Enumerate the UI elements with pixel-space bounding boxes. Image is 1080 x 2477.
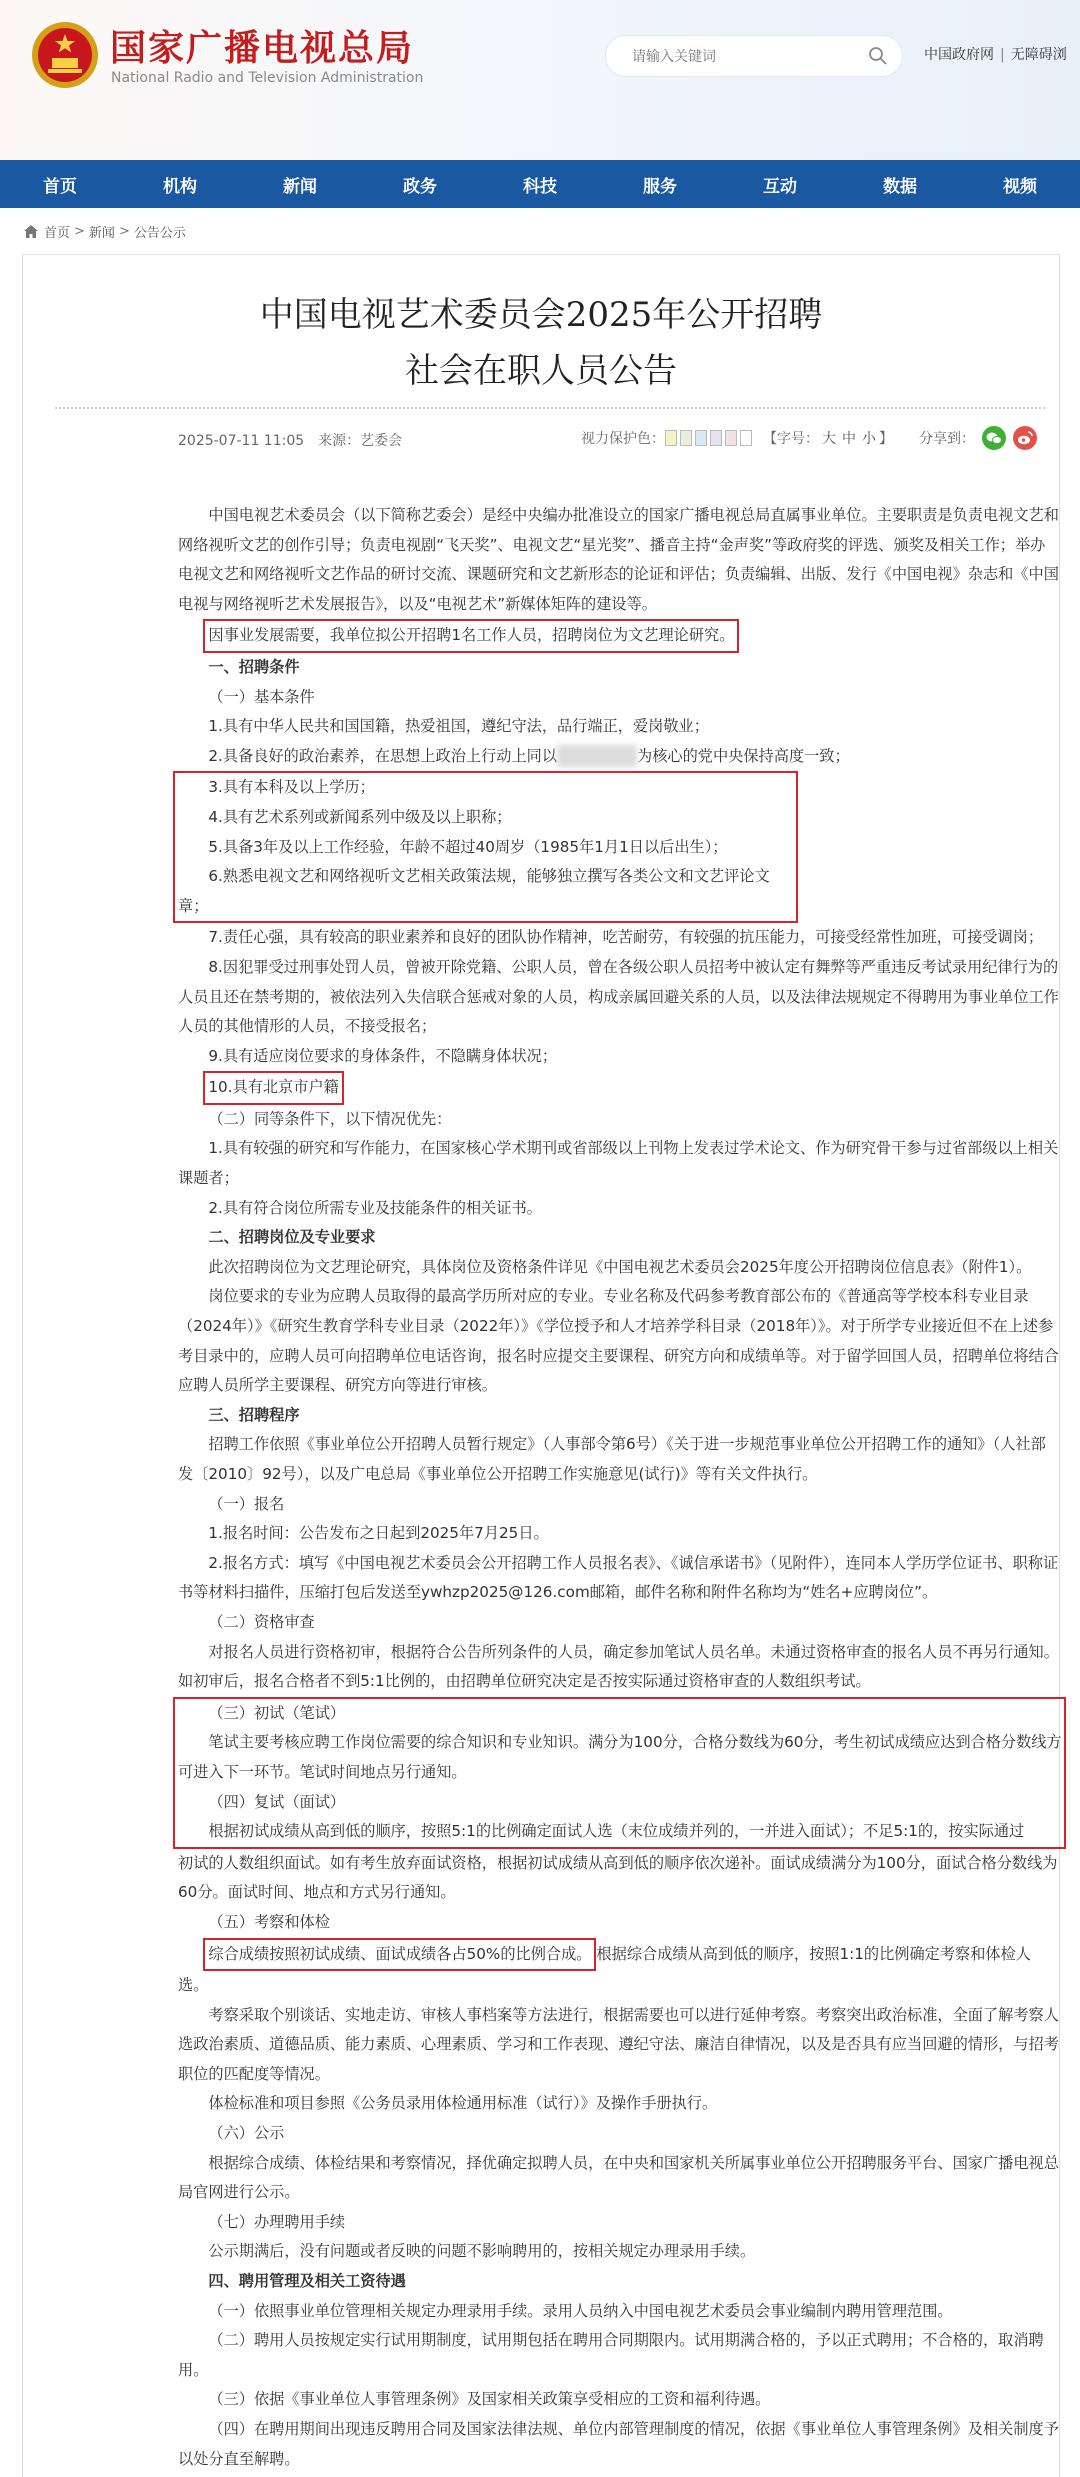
section-heading: 三、招聘程序 <box>208 1405 300 1424</box>
condition-item: 5.具备3年及以上工作经验，年龄不超过40周岁（1985年1月1日以后出生）； <box>208 837 728 856</box>
breadcrumb <box>24 222 186 241</box>
top-links <box>924 44 1067 64</box>
paragraph: 公示期满后，没有问题或者反映的问题不影响聘用的，按相关规定办理录用手续。 <box>208 2242 756 2261</box>
paragraph: （二）聘用人员按规定实行试用期制度，试用期包括在聘用合同期限内。试用期满合格的，予以正式聘用；不合格的，取消聘用。 <box>178 2331 1044 2379</box>
eye-color-swatch[interactable] <box>710 430 722 446</box>
paragraph: 根据初试成绩从高到低的顺序，按照5:1的比例确定面试人选（末位成绩并列的，一并进入面试）；不足5:1的，按实际通过 <box>208 1822 1025 1841</box>
paragraph: 此次招聘岗位为文艺理论研究，具体岗位及资格条件详见《中国电视艺术委员会2025年度公开招聘岗位信息表》（附件1）。 <box>208 1257 1032 1276</box>
wechat-share-icon[interactable] <box>982 426 1006 450</box>
home-icon <box>24 225 38 238</box>
highlight-box: 因事业发展需要，我单位拟公开招聘1名工作人员，招聘岗位为文艺理论研究。 <box>203 619 739 653</box>
paragraph-highlighted <box>178 619 1060 653</box>
breadcrumb-home[interactable]: 首页 <box>44 226 71 241</box>
paragraph <box>178 1938 1060 2001</box>
gov-link[interactable]: 中国政府网 <box>924 47 994 63</box>
main-nav <box>0 160 1080 208</box>
paragraph: （四）在聘用期间出现违反聘用合同及国家法律法规、单位内部管理制度的情况，依据《事业单位人事管理条例》及相关制度予以处分直至解聘。 <box>178 2420 1059 2468</box>
section-heading: 一、招聘条件 <box>208 657 300 676</box>
nav-technology[interactable]: 科技 <box>523 176 557 197</box>
condition-item-highlighted <box>178 1071 1060 1105</box>
font-small-button[interactable]: 小 <box>862 431 876 447</box>
highlight-box: 10.具有北京市户籍 <box>203 1071 343 1105</box>
search-input[interactable] <box>630 45 854 69</box>
publish-date: 2025-07-11 11:05 <box>178 433 305 449</box>
nav-interaction[interactable]: 互动 <box>763 176 797 197</box>
wechat-icon <box>982 426 1006 450</box>
subsection-heading: （六）公示 <box>208 2124 285 2143</box>
article-tools <box>581 426 1037 450</box>
subsection-heading: （一）基本条件 <box>208 687 315 706</box>
font-size-label-end: 】 <box>879 431 893 447</box>
section-heading: 二、招聘岗位及专业要求 <box>208 1228 376 1247</box>
condition-item <box>178 742 1060 772</box>
subsection-heading: （三）初试（笔试） <box>208 1703 346 1722</box>
subsection-heading: （一）报名 <box>208 1494 285 1513</box>
share-label: 分享到： <box>919 431 975 447</box>
condition-item: 7.责任心强，具有较高的职业素养和良好的团队协作精神，吃苦耐劳，有较强的抗压能力，可接受经常性加班，可接受调岗； <box>208 928 1044 947</box>
highlight-box <box>173 1697 1066 1849</box>
subsection-heading: （二）资格审查 <box>208 1612 315 1631</box>
eye-protection-label: 视力保护色： <box>581 431 665 447</box>
paragraph-text: 根据综合成绩从高到低的顺序，按照1:1的比例确定考察和体检人选。 <box>178 1944 1031 1995</box>
condition-text: 2.具备良好的政治素养，在思想上政治上行动上同以 <box>208 746 558 765</box>
paragraph: 1.报名时间：公告发布之日起到2025年7月25日。 <box>208 1524 549 1543</box>
article-container <box>22 254 1060 2477</box>
nav-home[interactable]: 首页 <box>43 176 77 197</box>
title-line-2: 社会在职人员公告 <box>405 351 677 391</box>
condition-item: 1.具有中华人民共和国国籍，热爱祖国，遵纪守法，品行端正，爱岗敬业； <box>208 717 709 736</box>
divider: | <box>1000 47 1005 63</box>
breadcrumb-announcements[interactable]: 公告公示 <box>133 226 186 241</box>
paragraph: 根据综合成绩、体检结果和考察情况，择优确定拟聘人员，在中央和国家机关所属事业单位公开招聘服务平台、国家广播电视总局官网进行公示。 <box>178 2153 1059 2202</box>
font-size-label: 【字号： <box>763 431 819 447</box>
section-heading: 四、聘用管理及相关工资待遇 <box>208 2272 406 2291</box>
weibo-icon <box>1013 426 1037 450</box>
highlight-box: 综合成绩按照初试成绩、面试成绩各占50%的比例合成。 <box>203 1938 596 1972</box>
eye-color-swatch[interactable] <box>695 430 707 446</box>
paragraph: 岗位要求的专业为应聘人员取得的最高学历所对应的专业。专业名称及代码参考教育部公布的《普通高等学校本科专业目录（2024年）》《研究生教育学科专业目录（2022年）》《学位授予和人才培养学科目录（2018年）》。对于所学专业接近但不在上述参考目录中的，应聘人员可向招聘单位电话咨询，报名时应提交主要课程、研究方向和成绩单等。对于留学回国人员，招聘单位将结合应聘人员所学主要课程、研究方向等进行审核。 <box>178 1287 1059 1395</box>
condition-item: 9.具有适应岗位要求的身体条件，不隐瞒身体状况； <box>208 1046 558 1065</box>
title-line-1: 中国电视艺术委员会2025年公开招聘 <box>259 295 823 335</box>
condition-item: 8.因犯罪受过刑事处罚人员，曾被开除党籍、公职人员，曾在各级公职人员招考中被认定有舞弊等严重违反考试录用纪律行为的人员且还在禁考期的，被依法列入失信联合惩戒对象的人员，构成亲属回避关系的人员，以及法律法规规定不得聘用为事业单位工作人员的其他情形的人员，不接受报名； <box>178 957 1059 1036</box>
subsection-heading: （七）办理聘用手续 <box>208 2212 346 2231</box>
site-name[interactable]: 国家广播电视总局 <box>110 28 415 69</box>
source-label: 来源：艺委会 <box>318 433 403 449</box>
paragraph: 考察采取个别谈话、实地走访、审核人事档案等方法进行，根据需要也可以进行延伸考察。考察突出政治标准，全面了解考察人选政治素质、道德品质、能力素质、心理素质、学习和工作表现、遵纪守法、廉洁自律情况，以及是否具有应当回避的情形，与招考职位的匹配度等情况。 <box>178 2005 1059 2083</box>
subsection-heading: （四）复试（面试） <box>208 1792 346 1811</box>
paragraph: 2.报名方式：填写《中国电视艺术委员会公开招聘工作人员报名表》、《诚信承诺书》（见附件），连同本人学历学位证书、职称证书等材料扫描件，压缩打包后发送至ywhzp2025@126.com邮箱，邮件名称和附件名称均为“姓名+应聘岗位”。 <box>178 1553 1059 1602</box>
font-large-button[interactable]: 大 <box>822 431 836 447</box>
blurred-text <box>557 745 637 767</box>
font-medium-button[interactable]: 中 <box>842 431 856 447</box>
article-title <box>23 287 1059 399</box>
eye-color-swatch[interactable] <box>665 430 677 446</box>
national-emblem-icon[interactable] <box>30 20 100 90</box>
search-box[interactable] <box>606 36 902 76</box>
site-name-en: National Radio and Television Administration <box>111 70 424 86</box>
subsection-heading: （五）考察和体检 <box>208 1912 330 1931</box>
nav-government-affairs[interactable]: 政务 <box>403 176 437 197</box>
condition-item: 6.熟悉电视文艺和网络视听文艺相关政策法规，能够独立撰写各类公文和文艺评论文章； <box>178 867 770 915</box>
paragraph: 对报名人员进行资格初审，根据符合公告所列条件的人员，确定参加笔试人员名单。未通过资格审查的报名人员不再另行通知。如初审后，报名合格者不到5:1比例的，由招聘单位研究决定是否按实际通过资格审查的人数组织考试。 <box>178 1642 1059 1691</box>
paragraph: 体检标准和项目参照《公务员录用体检通用标准（试行）》及操作手册执行。 <box>208 2094 718 2113</box>
nav-service[interactable]: 服务 <box>643 176 677 197</box>
breadcrumb-news[interactable]: 新闻 <box>88 226 115 241</box>
highlight-box <box>173 771 798 923</box>
condition-item: 3.具有本科及以上学历； <box>208 778 375 797</box>
article-meta <box>178 430 402 450</box>
eye-color-swatch[interactable] <box>725 430 737 446</box>
paragraph: 中国电视艺术委员会（以下简称艺委会）是经中央编办批准设立的国家广播电视总局直属事业单位。主要职责是负责电视文艺和网络视听文艺的创作引导；负责电视剧“飞天奖”、电视文艺“星光奖”、播音主持“金声奖”等政府奖的评选、颁奖及相关工作；举办电视文艺和网络视听文艺作品的研讨交流、课题研究和文艺新形态的论证和评估；负责编辑、出版、发行《中国电视》杂志和《中国电视与网络视听艺术发展报告》，以及“电视艺术”新媒体矩阵的建设等。 <box>178 506 1059 613</box>
accessibility-link[interactable]: 无障碍浏 <box>1010 47 1067 63</box>
priority-item: 2.具有符合岗位所需专业及技能条件的相关证书。 <box>208 1198 542 1217</box>
article-body <box>178 501 1060 2474</box>
site-header <box>0 0 1080 160</box>
eye-color-swatch[interactable] <box>680 430 692 446</box>
paragraph: （三）依据《事业单位人事管理条例》及国家相关政策享受相应的工资和福利待遇。 <box>208 2390 771 2409</box>
breadcrumb-separator: > <box>74 224 85 239</box>
condition-text: 为核心的党中央保持高度一致； <box>637 746 850 765</box>
breadcrumb-separator: > <box>118 224 130 239</box>
paragraph: 笔试主要考核应聘工作岗位需要的综合知识和专业知识。满分为100分，合格分数线为60分，考生初试成绩应达到合格分数线方可进入下一环节。笔试时间地点另行通知。 <box>178 1733 1062 1781</box>
nav-data[interactable]: 数据 <box>883 176 917 197</box>
search-icon[interactable] <box>868 46 888 66</box>
paragraph: （一）依照事业单位管理相关规定办理录用手续。录用人员纳入中国电视艺术委员会事业编制内聘用管理范围。 <box>208 2301 953 2320</box>
condition-item: 4.具有艺术系列或新闻系列中级及以上职称； <box>208 807 512 826</box>
nav-organization[interactable]: 机构 <box>163 176 197 197</box>
eye-color-swatch[interactable] <box>740 430 752 446</box>
priority-item: 1.具有较强的研究和写作能力，在国家核心学术期刊或省部级以上刊物上发表过学术论文、作为研究骨干参与过省部级以上相关课题者； <box>178 1139 1059 1188</box>
paragraph: 初试的人数组织面试。如有考生放弃面试资格，根据初试成绩从高到低的顺序依次递补。面试成绩满分为100分，面试合格分数线为60分。面试时间、地点和方式另行通知。 <box>178 1853 1058 1902</box>
paragraph: 招聘工作依照《事业单位公开招聘人员暂行规定》（人事部令第6号）《关于进一步规范事业单位公开招聘工作的通知》（人社部发〔2010〕92号），以及广电总局《事业单位公开招聘工作实施意见(试行)》等有关文件执行。 <box>178 1435 1046 1483</box>
nav-video[interactable]: 视频 <box>1003 176 1037 197</box>
title-divider <box>55 407 1045 409</box>
nav-news[interactable]: 新闻 <box>283 176 317 197</box>
subsection-heading: （二）同等条件下，以下情况优先： <box>208 1109 452 1128</box>
weibo-share-icon[interactable] <box>1013 426 1037 450</box>
